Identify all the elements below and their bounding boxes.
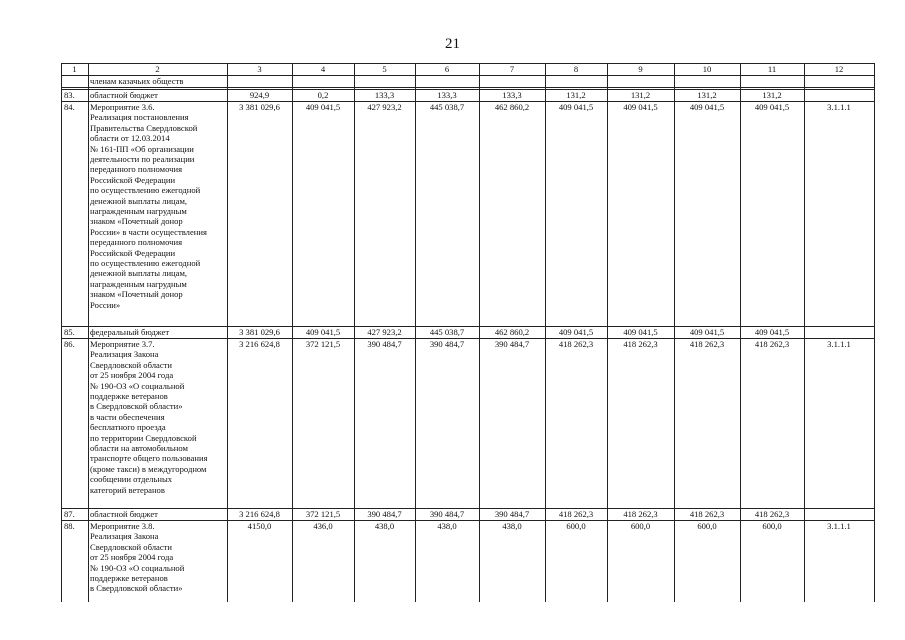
value-cell: 418 262,3 <box>754 339 790 349</box>
value-cell: 409 041,5 <box>754 102 790 112</box>
target-ref-cell: 3.1.1.1 <box>827 339 851 349</box>
column-header: 12 <box>834 64 844 74</box>
row-description-line: награжденным нагрудным <box>90 206 187 216</box>
value-cell: 372 121,5 <box>305 509 341 519</box>
row-description-line: поддержке ветеранов <box>90 573 168 583</box>
row-description-line: Реализация постановления <box>90 112 189 123</box>
row-description-line: переданного полномочия <box>90 237 183 248</box>
value-cell: 418 262,3 <box>689 339 725 349</box>
value-cell: 600,0 <box>630 521 651 531</box>
value-cell: 133,3 <box>502 90 522 100</box>
value-cell: 133,3 <box>374 90 395 100</box>
row-description-line: Мероприятие 3.6. <box>90 102 155 112</box>
value-cell: 3 381 029,6 <box>239 102 280 112</box>
row-description-line: России» <box>90 299 121 310</box>
value-cell: 418 262,3 <box>689 509 725 519</box>
column-border <box>88 63 89 602</box>
column-header: 8 <box>573 64 579 74</box>
row-number: 87. <box>64 509 75 519</box>
row-description-line: Российской Федерации <box>90 247 176 258</box>
value-cell: 372 121,5 <box>305 339 341 349</box>
row-description-line: Правительства Свердловской <box>90 122 198 133</box>
row-description-line: знаком «Почетный донор <box>90 289 183 300</box>
row-description-line: Свердловской области <box>90 541 173 552</box>
row-description-line: по территории Свердловской <box>90 432 197 443</box>
value-cell: 462 860,2 <box>494 102 530 112</box>
row-description-line: награжденным нагрудным <box>90 278 187 289</box>
value-cell: 131,2 <box>566 90 586 100</box>
column-header: 3 <box>257 64 262 74</box>
row-description-line: областной бюджет <box>90 509 158 519</box>
row-description-line: денежной выплаты лицам, <box>90 268 188 279</box>
value-cell: 390 484,7 <box>367 339 402 349</box>
value-cell: 390 484,7 <box>494 509 530 519</box>
value-cell: 390 484,7 <box>429 339 465 349</box>
value-cell: 427 923,2 <box>367 327 402 337</box>
row-description-line: транспорте общего пользования <box>90 453 208 464</box>
column-header: 9 <box>638 64 643 74</box>
row-description-line: Мероприятие 3.8. <box>90 521 155 531</box>
row-description-line: бесплатного проезда <box>90 422 166 433</box>
row-description-line: федеральный бюджет <box>90 327 170 337</box>
value-cell: 4150,0 <box>247 521 272 531</box>
value-cell: 600,0 <box>566 521 586 531</box>
row-description-line: (кроме такси) в междугородном <box>90 463 207 474</box>
value-cell: 390 484,7 <box>367 509 402 519</box>
value-cell: 445 038,7 <box>429 102 465 112</box>
value-cell: 436,0 <box>313 521 333 531</box>
continuation-text: членам казачьих обществ <box>90 76 184 86</box>
row-description-line: в Свердловской области» <box>90 583 183 594</box>
row-description-line: Российской Федерации <box>90 174 176 185</box>
value-cell: 418 262,3 <box>558 509 594 519</box>
value-cell: 445 038,7 <box>429 327 465 337</box>
value-cell: 438,0 <box>374 521 395 531</box>
value-cell: 409 041,5 <box>558 102 594 112</box>
value-cell: 462 860,2 <box>494 327 530 337</box>
row-description-line: в Свердловской области» <box>90 401 183 412</box>
row-description-line: областной бюджет <box>90 90 158 100</box>
value-cell: 418 262,3 <box>754 509 790 519</box>
column-header: 6 <box>444 64 450 74</box>
column-header: 11 <box>767 64 777 74</box>
column-header: 5 <box>382 64 387 74</box>
value-cell: 418 262,3 <box>623 509 658 519</box>
value-cell: 390 484,7 <box>494 339 530 349</box>
row-description-line: Свердловской области <box>90 359 173 370</box>
value-cell: 438,0 <box>437 521 457 531</box>
row-number: 83. <box>64 90 75 100</box>
value-cell: 131,2 <box>762 90 782 100</box>
row-description-line: № 190-ОЗ «О социальной <box>90 380 185 391</box>
row-number: 88. <box>64 521 75 531</box>
value-cell: 418 262,3 <box>558 339 594 349</box>
row-number: 85. <box>64 327 75 337</box>
column-border <box>874 63 875 602</box>
value-cell: 427 923,2 <box>367 102 402 112</box>
row-description-line: в части обеспечения <box>90 411 165 422</box>
column-header: 10 <box>702 64 712 74</box>
value-cell: 409 041,5 <box>623 327 658 337</box>
column-border <box>61 63 62 602</box>
row-description-line: деятельности по реализации <box>90 154 195 164</box>
target-ref-cell: 3.1.1.1 <box>827 521 851 531</box>
row-description-line: № 161-ПП «Об организации <box>90 143 194 154</box>
column-header: 2 <box>155 64 160 74</box>
value-cell: 600,0 <box>697 521 717 531</box>
column-header: 7 <box>509 64 515 74</box>
value-cell: 924,9 <box>249 90 270 100</box>
row-description-line: области на автомобильном <box>90 443 188 453</box>
row-description-line: по осуществлению ежегодной <box>90 258 201 268</box>
value-cell: 3 216 624,8 <box>239 339 280 349</box>
column-header: 4 <box>320 64 326 74</box>
row-border <box>61 87 875 88</box>
value-cell: 409 041,5 <box>558 327 594 337</box>
row-description-line: от 25 ноября 2004 года <box>90 370 174 381</box>
value-cell: 0,2 <box>317 90 329 100</box>
value-cell: 409 041,5 <box>754 327 790 337</box>
row-number: 86. <box>64 339 75 349</box>
row-description-line: переданного полномочия <box>90 164 183 175</box>
row-description-line: поддержке ветеранов <box>90 391 168 401</box>
row-description-line: Реализация Закона <box>90 349 159 360</box>
value-cell: 438,0 <box>502 521 522 531</box>
value-cell: 409 041,5 <box>623 102 658 112</box>
value-cell: 3 216 624,8 <box>239 509 280 519</box>
row-description-line: от 25 ноября 2004 года <box>90 552 174 563</box>
page-number: 21 <box>445 36 460 52</box>
value-cell: 3 381 029,6 <box>239 327 280 337</box>
row-number: 84. <box>64 102 75 112</box>
row-description-line: № 190-ОЗ «О социальной <box>90 562 185 573</box>
value-cell: 600,0 <box>762 521 782 531</box>
value-cell: 409 041,5 <box>305 102 341 112</box>
value-cell: 131,2 <box>697 90 717 100</box>
row-description-line: Реализация Закона <box>90 531 159 542</box>
column-header: 1 <box>72 64 77 74</box>
value-cell: 133,3 <box>437 90 457 100</box>
row-description-line: России» в части осуществления <box>90 226 207 237</box>
value-cell: 390 484,7 <box>429 509 465 519</box>
value-cell: 409 041,5 <box>305 327 341 337</box>
row-description-line: по осуществлению ежегодной <box>90 185 201 196</box>
value-cell: 409 041,5 <box>689 327 725 337</box>
value-cell: 418 262,3 <box>623 339 658 349</box>
row-description-line: области от 12.03.2014 <box>90 133 170 144</box>
row-description-line: знаком «Почетный донор <box>90 216 183 227</box>
row-description-line: категорий ветеранов <box>90 484 165 495</box>
row-description-line: сообщении отдельных <box>90 474 173 485</box>
target-ref-cell: 3.1.1.1 <box>827 102 851 112</box>
value-cell: 131,2 <box>630 90 651 100</box>
row-description-line: Мероприятие 3.7. <box>90 339 155 349</box>
value-cell: 409 041,5 <box>689 102 725 112</box>
row-description-line: денежной выплаты лицам, <box>90 195 188 206</box>
